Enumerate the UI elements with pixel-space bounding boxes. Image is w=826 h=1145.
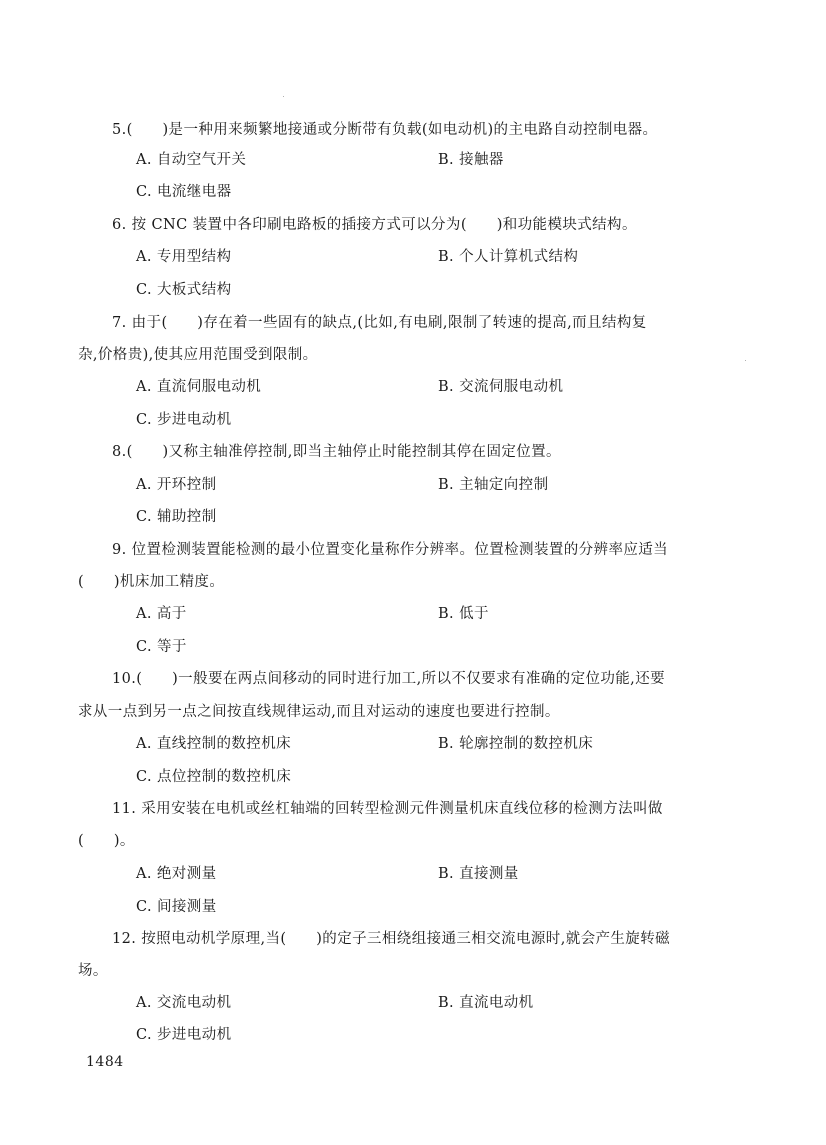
question-7-option-b: B. 交流伺服电动机: [438, 379, 564, 395]
question-6-stem: 6. 按 CNC 装置中各印刷电路板的插接方式可以分为( )和功能模块式结构。: [112, 217, 637, 233]
scan-speck: [745, 360, 746, 361]
question-9-option-b: B. 低于: [438, 606, 489, 622]
question-11-option-c: C. 间接测量: [136, 899, 217, 915]
question-8-option-c: C. 辅助控制: [136, 509, 217, 525]
question-5-option-a: A. 自动空气开关: [136, 152, 247, 168]
page-number: 1484: [86, 1054, 124, 1070]
question-12-option-a: A. 交流电动机: [136, 995, 232, 1011]
question-9-option-a: A. 高于: [136, 606, 187, 622]
question-9-stem: 9. 位置检测装置能检测的最小位置变化量称作分辨率。位置检测装置的分辨率应适当: [112, 542, 669, 558]
question-9-stem-continued: ( )机床加工精度。: [78, 574, 225, 590]
question-7-stem-continued: 杂,价格贵),使其应用范围受到限制。: [78, 347, 318, 363]
question-7-option-c: C. 步进电动机: [136, 412, 232, 428]
question-11-option-a: A. 绝对测量: [136, 866, 217, 882]
question-10-stem-continued: 求从一点到另一点之间按直线规律运动,而且对运动的速度也要进行控制。: [78, 704, 560, 720]
question-8-option-b: B. 主轴定向控制: [438, 477, 549, 493]
scan-speck: [283, 96, 284, 97]
question-10-option-a: A. 直线控制的数控机床: [136, 736, 291, 752]
question-12-option-b: B. 直流电动机: [438, 995, 534, 1011]
question-9-option-c: C. 等于: [136, 639, 187, 655]
question-10-option-b: B. 轮廓控制的数控机床: [438, 736, 594, 752]
question-5-option-b: B. 接触器: [438, 152, 504, 168]
question-12-stem: 12. 按照电动机学原理,当( )的定子三相绕组接通三相交流电源时,就会产生旋转磁: [112, 931, 670, 947]
question-7-stem: 7. 由于( )存在着一些固有的缺点,(比如,有电刷,限制了转速的提高,而且结构复: [112, 315, 647, 331]
question-7-option-a: A. 直流伺服电动机: [136, 379, 262, 395]
question-12-option-c: C. 步进电动机: [136, 1027, 232, 1043]
question-6-option-c: C. 大板式结构: [136, 282, 232, 298]
question-10-stem: 10.( )一般要在两点间移动的同时进行加工,所以不仅要求有准确的定位功能,还要: [112, 671, 665, 687]
question-6-option-a: A. 专用型结构: [136, 249, 232, 265]
question-11-stem-continued: ( )。: [78, 833, 135, 849]
question-5-stem: 5.( )是一种用来频繁地接通或分断带有负载(如电动机)的主电路自动控制电器。: [112, 122, 658, 138]
question-8-stem: 8.( )又称主轴准停控制,即当主轴停止时能控制其停在固定位置。: [112, 444, 561, 460]
question-8-option-a: A. 开环控制: [136, 477, 217, 493]
question-11-stem: 11. 采用安装在电机或丝杠轴端的回转型检测元件测量机床直线位移的检测方法叫做: [112, 801, 663, 817]
question-5-option-c: C. 电流继电器: [136, 184, 232, 200]
question-6-option-b: B. 个人计算机式结构: [438, 249, 579, 265]
question-11-option-b: B. 直接测量: [438, 866, 519, 882]
question-12-stem-continued: 场。: [78, 963, 108, 979]
question-10-option-c: C. 点位控制的数控机床: [136, 769, 292, 785]
